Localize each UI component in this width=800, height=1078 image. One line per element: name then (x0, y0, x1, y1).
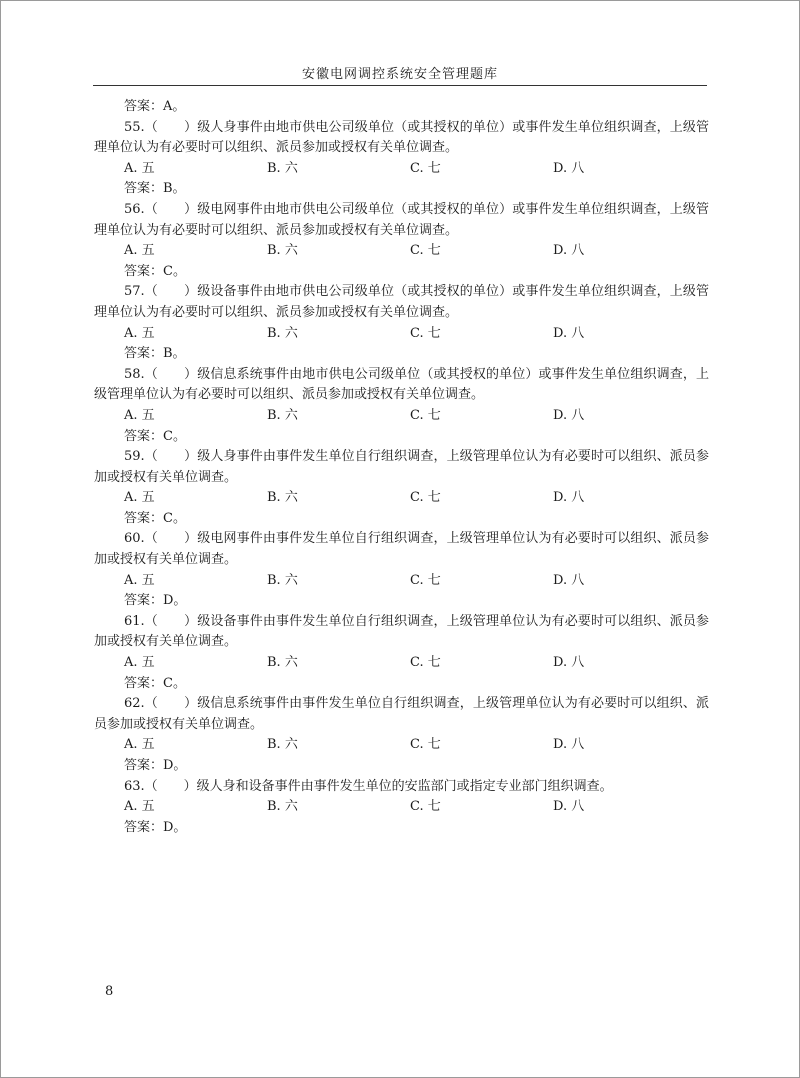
option-d: D. 八 (553, 325, 585, 341)
option-b: B. 六 (267, 737, 298, 753)
option-row (94, 241, 709, 262)
option-a: A. 五 (124, 799, 155, 815)
option-a: A. 五 (124, 325, 155, 341)
answer-line: 答案：D。 (124, 819, 187, 835)
question-block (94, 282, 709, 364)
option-c: C. 七 (410, 572, 441, 588)
question-stem: 60.（ ）级电网事件由事件发生单位自行组织调查，上级管理单位认为有必要时可以组织、派员参加或授权有关单位调查。 (94, 531, 709, 568)
option-row (94, 797, 709, 818)
answer-line: 答案：D。 (124, 593, 187, 609)
question-stem: 58.（ ）级信息系统事件由地市供电公司级单位（或其授权的单位）或事件发生单位组织调查，上级管理单位认为有必要时可以组织、派员参加或授权有关单位调查。 (94, 366, 709, 403)
option-a: A. 五 (124, 572, 155, 588)
option-b: B. 六 (267, 572, 298, 588)
question-block (94, 200, 709, 282)
answer-line: 答案：C。 (124, 510, 186, 526)
answer-line: 答案：C。 (124, 675, 186, 691)
option-b: B. 六 (267, 325, 298, 341)
option-a: A. 五 (124, 737, 155, 753)
question-list (94, 97, 709, 838)
option-c: C. 七 (410, 243, 441, 259)
option-c: C. 七 (410, 325, 441, 341)
answer-line: 答案：D。 (124, 758, 187, 773)
question-stem: 63.（ ）级人身和设备事件由事件发生单位的安监部门或指定专业部门组织调查。 (124, 778, 613, 794)
question-stem: 57.（ ）级设备事件由地市供电公司级单位（或其授权的单位）或事件发生单位组织调查，上级管理单位认为有必要时可以组织、派员参加或授权有关单位调查。 (94, 284, 709, 320)
option-b: B. 六 (267, 655, 298, 671)
option-b: B. 六 (267, 407, 298, 423)
option-c: C. 七 (410, 737, 441, 753)
question-block (94, 447, 709, 529)
questions-container (94, 118, 709, 839)
option-b: B. 六 (267, 490, 298, 506)
option-row (94, 571, 709, 592)
option-d: D. 八 (553, 243, 585, 259)
option-row (94, 653, 709, 674)
option-c: C. 七 (410, 490, 441, 506)
option-row (94, 406, 709, 427)
question-block (94, 612, 709, 694)
option-c: C. 七 (410, 160, 441, 176)
option-d: D. 八 (553, 655, 585, 671)
option-d: D. 八 (553, 799, 585, 815)
question-stem: 61.（ ）级设备事件由事件发生单位自行组织调查，上级管理单位认为有必要时可以组织、派员参加或授权有关单位调查。 (94, 613, 709, 650)
answer-line: 答案：C。 (124, 428, 186, 444)
question-block (94, 777, 709, 839)
option-d: D. 八 (553, 737, 585, 753)
option-b: B. 六 (267, 799, 298, 815)
question-block (94, 694, 709, 776)
question-block (94, 529, 709, 611)
option-a: A. 五 (124, 243, 155, 259)
question-stem: 62.（ ）级信息系统事件由事件发生单位自行组织调查，上级管理单位认为有必要时可以组织、派员参加或授权有关单位调查。 (94, 696, 709, 732)
question-block (94, 365, 709, 447)
option-a: A. 五 (124, 160, 155, 176)
answer-line: 答案：B。 (124, 346, 186, 362)
option-row (94, 735, 709, 756)
option-c: C. 七 (410, 799, 441, 815)
option-d: D. 八 (553, 572, 585, 588)
answer-line: 答案：A。 (124, 99, 186, 114)
option-d: D. 八 (553, 160, 585, 176)
option-b: B. 六 (267, 243, 298, 259)
option-b: B. 六 (267, 160, 298, 176)
option-a: A. 五 (124, 490, 155, 506)
option-row (94, 159, 709, 180)
question-stem: 59.（ ）级人身事件由事件发生单位自行组织调查，上级管理单位认为有必要时可以组织、派员参加或授权有关单位调查。 (94, 449, 709, 485)
answer-line: 答案：B。 (124, 181, 186, 197)
option-d: D. 八 (553, 407, 585, 423)
answer-line: 答案：C。 (124, 263, 186, 279)
page-number: 8 (105, 984, 114, 999)
question-block (94, 118, 709, 200)
option-row (94, 324, 709, 345)
option-d: D. 八 (553, 490, 585, 506)
option-c: C. 七 (410, 655, 441, 671)
option-a: A. 五 (124, 655, 155, 671)
option-c: C. 七 (410, 407, 441, 423)
header-rule (93, 85, 707, 86)
option-row (94, 488, 709, 509)
running-header: 安徽电网调控系统安全管理题库 (301, 67, 498, 82)
option-a: A. 五 (124, 407, 155, 423)
question-stem: 55.（ ）级人身事件由地市供电公司级单位（或其授权的单位）或事件发生单位组织调查，上级管理单位认为有必要时可以组织、派员参加或授权有关单位调查。 (94, 119, 709, 156)
question-stem: 56.（ ）级电网事件由地市供电公司级单位（或其授权的单位）或事件发生单位组织调查，上级管理单位认为有必要时可以组织、派员参加或授权有关单位调查。 (94, 201, 709, 238)
